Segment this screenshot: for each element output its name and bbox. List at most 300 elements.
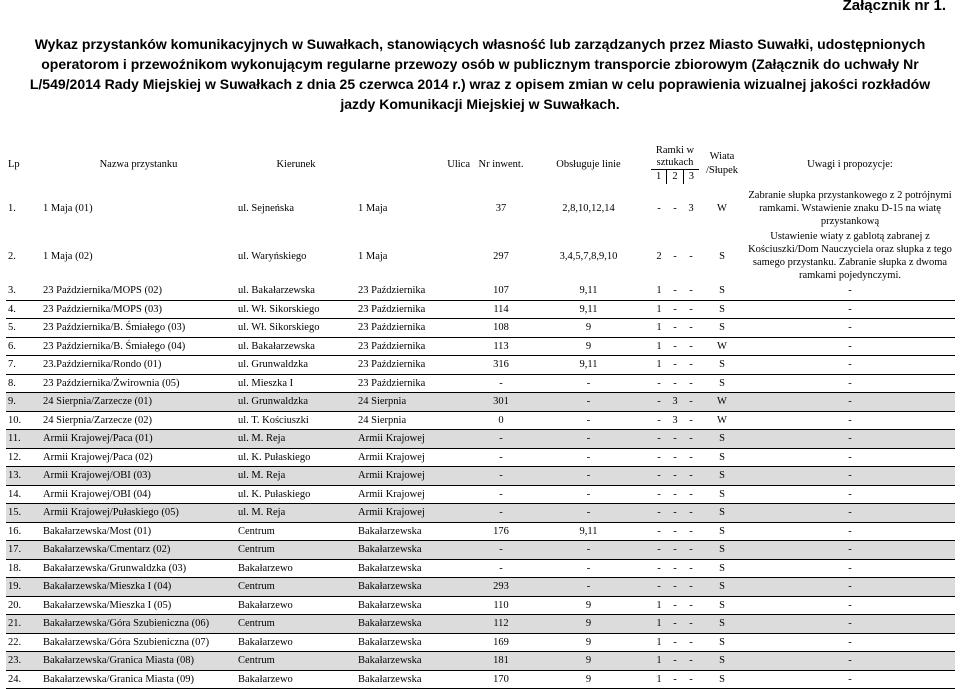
cell-name: 23 Października/B. Śmiałego (04): [41, 337, 236, 356]
cell-lp: 21.: [6, 615, 41, 634]
cell-street: Armii Krajowej: [356, 504, 476, 523]
cell-frames-2: -: [673, 202, 677, 214]
cell-frames-2: -: [673, 322, 677, 334]
cell-frames-3: -: [689, 562, 693, 574]
cell-street: Bakałarzewska: [356, 559, 476, 578]
cell-frames: [651, 559, 699, 578]
cell-frames-1: -: [657, 433, 661, 445]
table-row: [6, 578, 955, 597]
cell-lp: 17.: [6, 541, 41, 560]
cell-lines: 9: [526, 596, 651, 615]
cell-shelter: S: [699, 504, 745, 523]
cell-frames-1: 1: [656, 599, 662, 611]
cell-lines: -: [526, 541, 651, 560]
table-row: [6, 282, 955, 300]
cell-shelter: S: [699, 485, 745, 504]
cell-lp: 3.: [6, 282, 41, 300]
cell-shelter: S: [699, 652, 745, 671]
cell-frames: [651, 430, 699, 449]
cell-frames: [651, 504, 699, 523]
cell-direction: ul. K. Pułaskiego: [236, 448, 356, 467]
cell-lines: 9: [526, 633, 651, 652]
cell-name: Armii Krajowej/OBI (04): [41, 485, 236, 504]
cell-inventory: 110: [476, 596, 526, 615]
cell-frames-2: -: [673, 618, 677, 630]
table-row: [6, 430, 955, 449]
cell-inventory: 108: [476, 319, 526, 338]
cell-lp: 1.: [8, 202, 16, 214]
cell-direction: Centrum: [236, 522, 356, 541]
table-row: [6, 374, 955, 393]
cell-name: 24 Sierpnia/Zarzecze (01): [41, 393, 236, 412]
cell-frames: [651, 578, 699, 597]
cell-street: 24 Sierpnia: [356, 393, 476, 412]
cell-direction: ul. K. Pułaskiego: [236, 485, 356, 504]
table-row: [6, 300, 955, 319]
cell-frames-3: -: [689, 303, 693, 315]
cell-name: Armii Krajowej/Paca (01): [41, 430, 236, 449]
header-inventory-number: Nr inwent.: [478, 158, 524, 170]
header-frames-3: 3: [683, 170, 699, 184]
cell-frames-2: -: [673, 470, 677, 482]
cell-frames-1: -: [657, 507, 661, 519]
cell-frames-3: -: [689, 451, 693, 463]
cell-lines: 9,11: [526, 300, 651, 319]
cell-frames-3: -: [689, 414, 693, 426]
header-lines: Obsługuje linie: [556, 158, 621, 170]
cell-frames: [651, 670, 699, 689]
cell-name: Bakałarzewska/Grunwaldzka (03): [41, 559, 236, 578]
cell-remarks: Zabranie słupka przystankowego z 2 potrójnymi ramkami. Wstawienie znaku D-15 na wiatę przystankową: [748, 189, 952, 227]
cell-frames-3: 3: [688, 202, 694, 214]
cell-frames-3: -: [689, 340, 693, 352]
cell-frames-3: -: [689, 396, 693, 408]
cell-frames-3: -: [689, 507, 693, 519]
cell-street: 1 Maja: [358, 202, 388, 214]
cell-street: Bakałarzewska: [356, 578, 476, 597]
cell-name: 23 Października/MOPS (02): [41, 282, 236, 300]
cell-frames: [651, 448, 699, 467]
cell-direction: ul. Bakałarzewska: [236, 282, 356, 300]
cell-inventory: 107: [476, 282, 526, 300]
cell-remarks: -: [745, 430, 955, 449]
cell-frames-1: -: [657, 396, 661, 408]
cell-shelter: S: [699, 559, 745, 578]
cell-remarks: -: [745, 467, 955, 486]
table-row: [6, 596, 955, 615]
cell-street: Bakałarzewska: [356, 596, 476, 615]
cell-frames-3: -: [689, 581, 693, 593]
cell-shelter: S: [699, 319, 745, 338]
cell-lines: 9: [526, 319, 651, 338]
cell-lp: 4.: [6, 300, 41, 319]
cell-frames: [651, 652, 699, 671]
cell-lp: 22.: [6, 633, 41, 652]
cell-street: Bakałarzewska: [356, 670, 476, 689]
cell-frames-2: -: [673, 340, 677, 352]
cell-lp: 14.: [6, 485, 41, 504]
cell-frames: [651, 319, 699, 338]
cell-frames: [651, 356, 699, 375]
table-row: [6, 541, 955, 560]
cell-remarks: -: [745, 485, 955, 504]
cell-frames-2: -: [673, 562, 677, 574]
cell-name: 1 Maja (02): [43, 250, 93, 262]
cell-frames: [651, 596, 699, 615]
table-row: [6, 393, 955, 412]
cell-inventory: 176: [476, 522, 526, 541]
cell-street: Bakałarzewska: [356, 615, 476, 634]
cell-lp: 20.: [6, 596, 41, 615]
table-row: [6, 522, 955, 541]
cell-lines: 9: [526, 670, 651, 689]
cell-frames: [651, 282, 699, 300]
cell-remarks: -: [745, 522, 955, 541]
table-row: [6, 186, 955, 230]
cell-frames-3: -: [689, 377, 693, 389]
cell-frames-1: 1: [656, 636, 662, 648]
cell-inventory: -: [476, 374, 526, 393]
table-row: [6, 485, 955, 504]
cell-street: Armii Krajowej: [356, 430, 476, 449]
cell-frames: [651, 374, 699, 393]
cell-frames-2: -: [673, 285, 677, 297]
cell-direction: ul. Bakałarzewska: [236, 337, 356, 356]
cell-lines: 9,11: [526, 356, 651, 375]
cell-frames: [651, 186, 699, 230]
cell-frames-2: -: [673, 451, 677, 463]
cell-name: 23 Października/MOPS (03): [41, 300, 236, 319]
cell-lp: 9.: [6, 393, 41, 412]
cell-lines: 3,4,5,7,8,9,10: [559, 250, 618, 262]
cell-inventory: -: [476, 504, 526, 523]
header-frames-1: 1: [656, 170, 662, 182]
cell-name: Armii Krajowej/Pułaskiego (05): [41, 504, 236, 523]
cell-frames-3: -: [689, 285, 693, 297]
cell-frames-1: 1: [656, 673, 662, 685]
cell-name: Bakałarzewska/Granica Miasta (09): [41, 670, 236, 689]
cell-frames-1: -: [657, 414, 661, 426]
cell-shelter: S: [699, 578, 745, 597]
cell-direction: ul. M. Reja: [236, 504, 356, 523]
cell-name: Bakałarzewska/Cmentarz (02): [41, 541, 236, 560]
cell-direction: ul. T. Kościuszki: [236, 411, 356, 430]
cell-lines: -: [526, 485, 651, 504]
table-header-row: [6, 142, 955, 186]
cell-remarks: -: [745, 374, 955, 393]
cell-lp: 8.: [6, 374, 41, 393]
cell-frames-1: -: [657, 525, 661, 537]
header-lp: Lp: [8, 158, 20, 170]
cell-frames-3: -: [689, 433, 693, 445]
cell-frames: [651, 467, 699, 486]
cell-frames-3: -: [689, 655, 693, 667]
cell-lines: -: [526, 393, 651, 412]
cell-inventory: 301: [476, 393, 526, 412]
cell-lines: 9: [526, 652, 651, 671]
cell-remarks: -: [745, 448, 955, 467]
cell-street: 23 Października: [356, 374, 476, 393]
cell-name: 1 Maja (01): [43, 202, 93, 214]
cell-direction: ul. Sejneńska: [238, 202, 294, 214]
cell-direction: ul. M. Reja: [236, 430, 356, 449]
cell-frames-2: -: [673, 250, 677, 262]
cell-frames-3: -: [689, 599, 693, 611]
cell-remarks: -: [745, 541, 955, 560]
cell-direction: Bakałarzewo: [236, 633, 356, 652]
cell-frames-3: -: [689, 470, 693, 482]
cell-direction: ul. Wł. Sikorskiego: [236, 319, 356, 338]
cell-lines: -: [526, 430, 651, 449]
cell-shelter: S: [699, 522, 745, 541]
cell-frames-1: -: [657, 470, 661, 482]
cell-direction: Centrum: [236, 578, 356, 597]
cell-direction: Centrum: [236, 541, 356, 560]
cell-street: Armii Krajowej: [356, 485, 476, 504]
cell-frames-3: -: [689, 322, 693, 334]
cell-frames-2: -: [673, 673, 677, 685]
cell-frames-3: -: [689, 488, 693, 500]
cell-street: 23 Października: [356, 282, 476, 300]
cell-frames-3: -: [689, 544, 693, 556]
cell-shelter: S: [699, 596, 745, 615]
cell-frames-2: 3: [672, 396, 678, 408]
table-row: [6, 652, 955, 671]
cell-lp: 18.: [6, 559, 41, 578]
cell-inventory: 114: [476, 300, 526, 319]
cell-remarks: -: [745, 393, 955, 412]
cell-lp: 24.: [6, 670, 41, 689]
cell-inventory: 316: [476, 356, 526, 375]
cell-shelter: S: [699, 670, 745, 689]
table-row: [6, 319, 955, 338]
cell-lp: 10.: [6, 411, 41, 430]
table-row: [6, 615, 955, 634]
cell-lp: 12.: [6, 448, 41, 467]
table-row: [6, 504, 955, 523]
table-row: [6, 411, 955, 430]
header-frames-2: 2: [666, 170, 682, 184]
cell-frames-2: -: [673, 636, 677, 648]
cell-shelter: S: [699, 356, 745, 375]
cell-remarks: Ustawienie wiaty z gablotą zabranej z Kościuszki/Dom Nauczyciela oraz słupka z tego samego przystanku. Zabranie słupka z dwoma ramkami pojedynczymi.: [748, 231, 952, 281]
cell-shelter: W: [699, 411, 745, 430]
cell-frames-2: -: [673, 377, 677, 389]
cell-shelter: S: [699, 615, 745, 634]
cell-frames-1: 1: [656, 359, 662, 371]
cell-frames: [651, 541, 699, 560]
document-title: Wykaz przystanków komunikacyjnych w Suwałkach, stanowiących własność lub zarządzanych przez Miasto Suwałki, udostępnionych operatorom i przewoźnikom wykonującym regularne przewozy osób w publicznym transporcie zbiorowym (Załącznik do uchwały Nr L/549/2014 Rady Miejskiej w Suwałkach z dnia 25 czerwca 2014 r.) wraz z opisem zmian w celu poprawienia wizualnej jakości rozkładów jazdy Komunikacji Miejskiej w Suwałkach.: [29, 36, 931, 112]
cell-name: Bakałarzewska/Góra Szubieniczna (07): [41, 633, 236, 652]
cell-inventory: 113: [476, 337, 526, 356]
cell-remarks: -: [745, 282, 955, 300]
cell-street: 23 Października: [356, 319, 476, 338]
cell-lines: -: [526, 448, 651, 467]
header-remarks: Uwagi i propozycje:: [807, 158, 893, 170]
cell-name: 23.Października/Rondo (01): [41, 356, 236, 375]
cell-name: Bakałarzewska/Most (01): [41, 522, 236, 541]
cell-frames: [651, 485, 699, 504]
cell-frames-2: -: [673, 303, 677, 315]
cell-frames-3: -: [689, 250, 693, 262]
cell-inventory: 112: [476, 615, 526, 634]
cell-frames-1: -: [657, 581, 661, 593]
table-row: [6, 230, 955, 282]
cell-remarks: -: [745, 411, 955, 430]
table-row: [6, 356, 955, 375]
cell-frames: [651, 300, 699, 319]
cell-lp: 7.: [6, 356, 41, 375]
cell-street: Bakałarzewska: [356, 652, 476, 671]
cell-remarks: -: [745, 300, 955, 319]
cell-lp: 16.: [6, 522, 41, 541]
cell-name: Armii Krajowej/OBI (03): [41, 467, 236, 486]
cell-remarks: -: [745, 633, 955, 652]
cell-frames-1: -: [657, 451, 661, 463]
cell-frames: [651, 230, 699, 282]
cell-lines: 9,11: [526, 282, 651, 300]
cell-lp: 23.: [6, 652, 41, 671]
cell-frames-3: -: [689, 618, 693, 630]
cell-frames: [651, 522, 699, 541]
cell-frames: [651, 337, 699, 356]
cell-frames-1: 1: [656, 340, 662, 352]
cell-frames-1: 2: [656, 250, 662, 262]
cell-lp: 6.: [6, 337, 41, 356]
cell-street: Armii Krajowej: [356, 448, 476, 467]
cell-remarks: -: [745, 596, 955, 615]
cell-lp: 11.: [6, 430, 41, 449]
cell-lp: 15.: [6, 504, 41, 523]
cell-remarks: -: [745, 615, 955, 634]
header-name: Nazwa przystanku: [99, 158, 178, 170]
cell-frames-1: 1: [656, 303, 662, 315]
cell-street: Bakałarzewska: [356, 633, 476, 652]
cell-shelter: S: [699, 448, 745, 467]
cell-street: Bakałarzewska: [356, 541, 476, 560]
cell-frames-1: -: [657, 562, 661, 574]
cell-inventory: 293: [476, 578, 526, 597]
cell-street: 23 Października: [356, 356, 476, 375]
cell-lines: -: [526, 504, 651, 523]
cell-name: Bakałarzewska/Granica Miasta (08): [41, 652, 236, 671]
cell-frames-2: -: [673, 525, 677, 537]
cell-lines: 9: [526, 615, 651, 634]
cell-lp: 19.: [6, 578, 41, 597]
cell-lines: -: [526, 411, 651, 430]
cell-frames-2: -: [673, 599, 677, 611]
cell-shelter: S: [699, 374, 745, 393]
cell-direction: Centrum: [236, 615, 356, 634]
cell-direction: Bakałarzewo: [236, 596, 356, 615]
cell-shelter: S: [699, 430, 745, 449]
cell-remarks: -: [745, 559, 955, 578]
cell-inventory: 37: [495, 202, 507, 214]
cell-direction: Centrum: [236, 652, 356, 671]
cell-shelter: S: [699, 541, 745, 560]
bus-stops-table: [6, 142, 955, 689]
cell-name: Bakałarzewska/Mieszka I (05): [41, 596, 236, 615]
cell-inventory: -: [476, 430, 526, 449]
cell-frames: [651, 633, 699, 652]
cell-frames-2: -: [673, 359, 677, 371]
cell-remarks: -: [745, 578, 955, 597]
cell-frames-1: -: [657, 377, 661, 389]
table-row: [6, 670, 955, 689]
cell-frames-1: 1: [656, 322, 662, 334]
cell-shelter: W: [717, 202, 727, 214]
cell-street: 23 Października: [356, 337, 476, 356]
cell-street: 1 Maja: [358, 250, 388, 262]
cell-shelter: S: [699, 300, 745, 319]
cell-frames-2: 3: [672, 414, 678, 426]
cell-direction: ul. Grunwaldzka: [236, 356, 356, 375]
cell-frames-2: -: [673, 433, 677, 445]
cell-shelter: S: [699, 633, 745, 652]
cell-shelter: W: [699, 337, 745, 356]
cell-frames-1: 1: [656, 285, 662, 297]
cell-direction: Bakałarzewo: [236, 670, 356, 689]
cell-frames-3: -: [689, 673, 693, 685]
header-street: Ulica: [447, 158, 470, 170]
cell-street: Armii Krajowej: [356, 467, 476, 486]
cell-frames-1: -: [657, 202, 661, 214]
cell-frames-2: -: [673, 544, 677, 556]
cell-remarks: -: [745, 652, 955, 671]
cell-name: 23 Października/Żwirownia (05): [41, 374, 236, 393]
cell-inventory: -: [476, 467, 526, 486]
cell-direction: ul. Grunwaldzka: [236, 393, 356, 412]
cell-inventory: -: [476, 485, 526, 504]
cell-street: Bakałarzewska: [356, 522, 476, 541]
cell-frames-2: -: [673, 488, 677, 500]
cell-lp: 5.: [6, 319, 41, 338]
cell-name: 23 Października/B. Śmiałego (03): [41, 319, 236, 338]
cell-shelter: W: [699, 393, 745, 412]
cell-remarks: -: [745, 356, 955, 375]
cell-lines: -: [526, 467, 651, 486]
cell-frames-2: -: [673, 655, 677, 667]
cell-frames-2: -: [673, 581, 677, 593]
cell-frames-3: -: [689, 359, 693, 371]
cell-street: 23 Października: [356, 300, 476, 319]
cell-direction: ul. Waryńskiego: [238, 250, 307, 262]
cell-direction: Bakałarzewo: [236, 559, 356, 578]
cell-inventory: 170: [476, 670, 526, 689]
cell-remarks: -: [745, 337, 955, 356]
cell-name: Bakałarzewska/Góra Szubieniczna (06): [41, 615, 236, 634]
annex-label: Załącznik nr 1.: [842, 0, 946, 14]
cell-inventory: 0: [476, 411, 526, 430]
table-row: [6, 337, 955, 356]
header-frames: [651, 142, 699, 186]
cell-shelter: S: [699, 467, 745, 486]
cell-frames: [651, 411, 699, 430]
cell-direction: ul. Mieszka I: [236, 374, 356, 393]
header-shelter: Wiata /Słupek: [705, 151, 739, 176]
cell-lines: -: [526, 374, 651, 393]
table-row: [6, 559, 955, 578]
cell-inventory: 297: [493, 250, 509, 262]
cell-frames-1: -: [657, 544, 661, 556]
cell-inventory: 181: [476, 652, 526, 671]
cell-shelter: S: [699, 282, 745, 300]
cell-lines: 2,8,10,12,14: [562, 202, 615, 214]
cell-name: 24 Sierpnia/Zarzecze (02): [41, 411, 236, 430]
cell-remarks: -: [745, 319, 955, 338]
cell-frames: [651, 393, 699, 412]
cell-inventory: 169: [476, 633, 526, 652]
